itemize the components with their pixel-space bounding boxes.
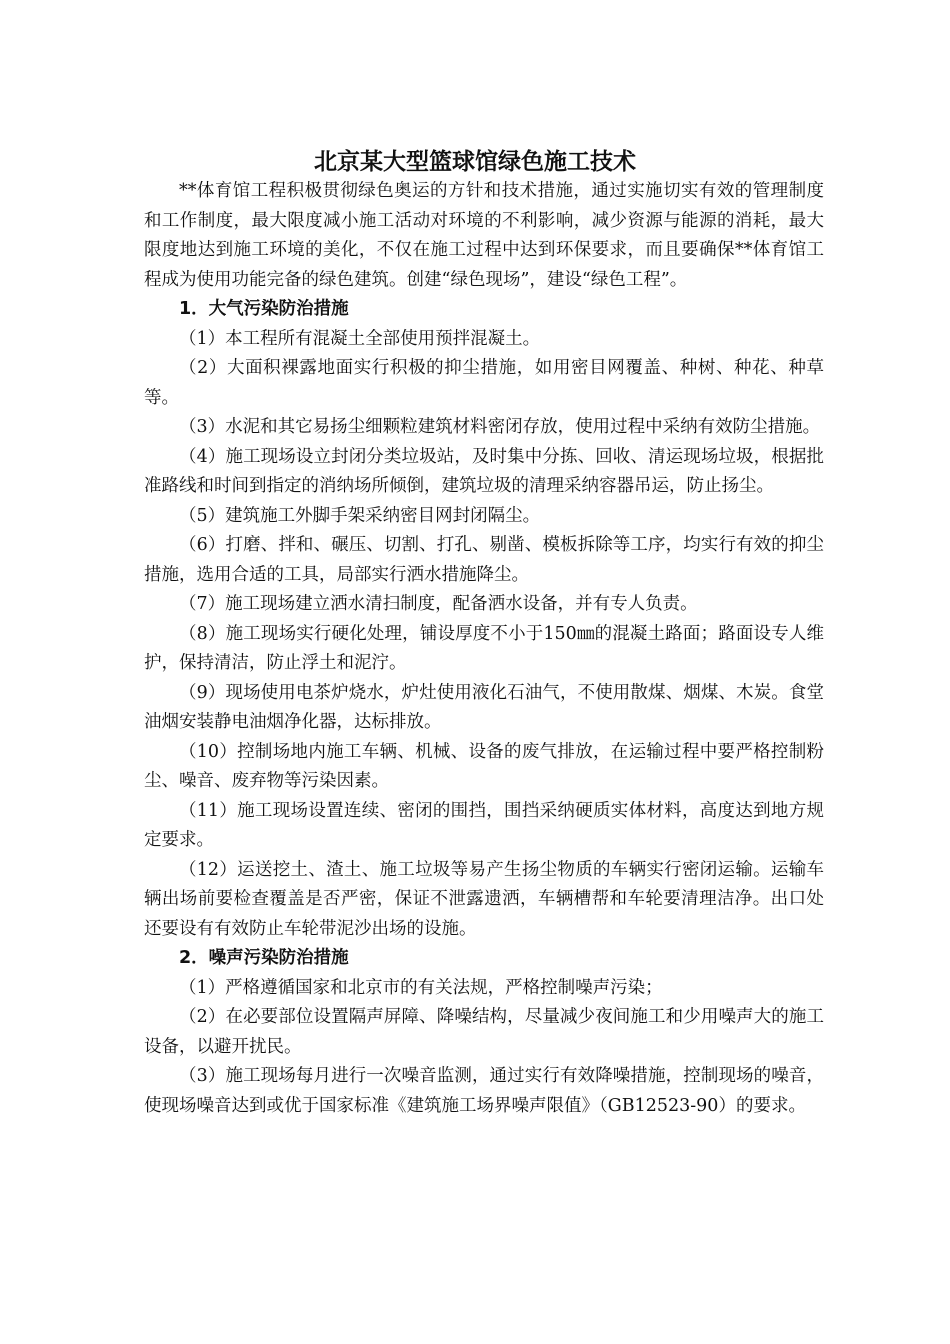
section-heading-air-pollution: 1．大气污染防治措施 bbox=[179, 299, 349, 319]
list-item: （2）在必要部位设置隔声屏障、降噪结构，尽量减少夜间施工和少用噪声大的施工设备，以避开扰民。 bbox=[144, 1007, 824, 1057]
list-item: （2）大面积裸露地面实行积极的抑尘措施，如用密目网覆盖、种树、种花、种草等。 bbox=[144, 358, 824, 408]
intro-paragraph: **体育馆工程积极贯彻绿色奥运的方针和技术措施，通过实施切实有效的管理制度和工作制度，最大限度减小施工活动对环境的不利影响，减少资源与能源的消耗，最大限度地达到施工环境的美化，不仅在施工过程中达到环保要求，而且要确保**体育馆工程成为使用功能完备的绿色建筑。创建“绿色现场”，建设“绿色工程”。 bbox=[144, 181, 824, 290]
list-item: （5）建筑施工外脚手架采纳密目网封闭隔尘。 bbox=[179, 505, 541, 526]
list-item: （6）打磨、拌和、碾压、切割、打孔、剔凿、模板拆除等工序，均实行有效的抑尘措施，选用合适的工具，局部实行洒水措施降尘。 bbox=[144, 535, 824, 585]
list-item: （1）严格遵循国家和北京市的有关法规，严格控制噪声污染； bbox=[179, 977, 663, 998]
list-item: （1）本工程所有混凝土全部使用预拌混凝土。 bbox=[179, 328, 541, 349]
document-body bbox=[144, 177, 824, 1121]
list-item: （3）水泥和其它易扬尘细颗粒建筑材料密闭存放，使用过程中采纳有效防尘措施。 bbox=[179, 417, 821, 437]
list-item: （7）施工现场建立洒水清扫制度，配备洒水设备，并有专人负责。 bbox=[179, 594, 698, 614]
list-item: （8）施工现场实行硬化处理，铺设厚度不小于150㎜的混凝土路面；路面设专人维护，保持清洁，防止浮土和泥泞。 bbox=[144, 623, 824, 673]
list-item: （9）现场使用电茶炉烧水，炉灶使用液化石油气，不使用散煤、烟煤、木炭。食堂油烟安装静电油烟净化器，达标排放。 bbox=[144, 682, 824, 732]
document-title: 北京某大型篮球馆绿色施工技术 bbox=[314, 149, 636, 175]
section-heading-noise-pollution: 2．噪声污染防治措施 bbox=[179, 948, 349, 968]
list-item: （10）控制场地内施工车辆、机械、设备的废气排放，在运输过程中要严格控制粉尘、噪音、废弃物等污染因素。 bbox=[144, 741, 824, 791]
list-item: （4）施工现场设立封闭分类垃圾站，及时集中分拣、回收、清运现场垃圾，根据批准路线和时间到指定的消纳场所倾倒，建筑垃圾的清理采纳容器吊运，防止扬尘。 bbox=[144, 446, 824, 496]
list-item: （12）运送挖土、渣土、施工垃圾等易产生扬尘物质的车辆实行密闭运输。运输车辆出场前要检查覆盖是否严密，保证不泄露遗洒，车辆槽帮和车轮要清理洁净。出口处还要设有有效防止车轮带泥沙出场的设施。 bbox=[144, 859, 824, 939]
list-item: （3）施工现场每月进行一次噪音监测，通过实行有效降噪措施，控制现场的噪音，使现场噪音达到或优于国家标准《建筑施工场界噪声限值》（GB12523-90）的要求。 bbox=[144, 1066, 824, 1116]
list-item: （11）施工现场设置连续、密闭的围挡，围挡采纳硬质实体材料，高度达到地方规定要求。 bbox=[144, 800, 824, 850]
